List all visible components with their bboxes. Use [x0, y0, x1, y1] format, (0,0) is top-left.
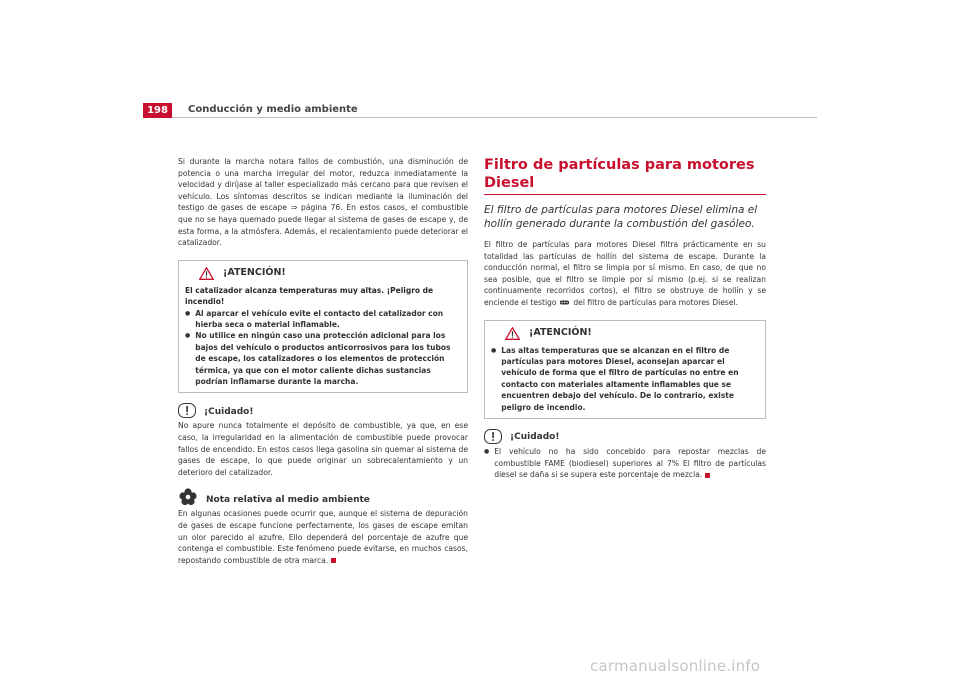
warning-item-text: Las altas temperaturas que se alcanzan en el filtro de partículas para motores Diesel, aconsejan aparcar el vehículo de forma que el filtro de partículas no entre en contacto con materiales altamente inflamables que se encuentren debajo del vehículo. De lo contrario, existe peligro de incendio.	[501, 345, 739, 412]
warning-title: ¡ATENCIÓN!	[223, 267, 286, 279]
environment-flower-icon	[178, 487, 198, 506]
intro-text-tail: página 76. En estos casos, el combustible que no se haya quemado puede llegar al sistema de gases de escape y, de esta forma, a la atmósfera. Además, el recalentamiento puede deteriorar el catalizador.	[178, 203, 469, 248]
warning-box-particle-filter	[484, 320, 766, 419]
intro-paragraph	[178, 156, 468, 249]
section-body	[484, 239, 766, 309]
watermark: carmanualsonline.info	[590, 657, 761, 675]
caution-header	[484, 429, 766, 444]
caution-exclamation-icon	[178, 403, 196, 418]
bullet-icon: ●	[491, 346, 497, 354]
section-body-text: El filtro de partículas para motores Diesel filtra prácticamente en su totalidad las partículas de hollín del sistema de escape. Durante la conducción normal, el filtro se limpia por sí mismo. En caso, de que no sea posible, que el filtro se limpie por sí mismo (p.ej. si se realizan continuamente recorridos cortos), el filtro se obstruye de hollín y se enciende el testigo	[484, 240, 766, 307]
warning-triangle-icon	[199, 267, 214, 280]
section-body-tail: del filtro de partículas para motores Diesel.	[573, 297, 739, 307]
left-column	[178, 156, 468, 566]
warning-item-text: Al aparcar el vehículo evite el contacto del catalizador con hierba seca o material inflamable.	[195, 308, 444, 329]
cross-reference-arrow: ⇒	[290, 203, 298, 213]
bullet-icon: ●	[185, 332, 191, 340]
warning-title: ¡ATENCIÓN!	[529, 327, 592, 339]
page-number: 198	[143, 103, 172, 118]
warning-item	[491, 345, 759, 413]
warning-header	[199, 267, 461, 280]
environment-note-header	[178, 487, 468, 506]
caution-text: No apure nunca totalmente el depósito de combustible, ya que, en ese caso, la irregularidad en la alimentación de combustible puede provocar fallos de encendido. En estos casos llega gasolina sin quemar al sistema de gases de escape, lo que puede originar un sobrecalentamiento y un deterioro del catalizador.	[178, 421, 468, 477]
warning-item	[185, 330, 461, 387]
end-of-section-marker	[331, 558, 336, 563]
warning-lead: El catalizador alcanza temperaturas muy altas. ¡Peligro de incendio!	[185, 285, 434, 307]
section-title: Filtro de partículas para motores Diesel	[484, 156, 766, 195]
bullet-icon: ●	[185, 309, 191, 317]
right-column	[484, 156, 766, 481]
environment-note-body: En algunas ocasiones puede ocurrir que, aunque el sistema de depuración de gases de escape funcione perfectamente, los gases de escape emitan un olor parecido al azufre. Ello dependerá del porcentaje de azufre que contenga el combustible. Este fenómeno puede evitarse, en muchos casos, repostando combustible de otra marca.	[178, 509, 468, 565]
end-of-section-marker	[705, 473, 710, 478]
caution-title: ¡Cuidado!	[204, 406, 254, 417]
warning-item-text: No utilice en ningún caso una protección adicional para los bajos del vehículo o productos anticorrosivos para los tubos de escape, los catalizadores o los elementos de protección térmica, ya que con el motor caliente dichas sustancias podrían inflamarse durante la marcha.	[195, 331, 451, 386]
header-rule	[172, 117, 817, 118]
particle-filter-warning-lamp-icon	[559, 299, 571, 306]
environment-note-title: Nota relativa al medio ambiente	[206, 494, 370, 505]
caution-header	[178, 403, 468, 418]
bullet-icon: ●	[484, 448, 490, 455]
warning-item	[185, 308, 461, 331]
caution-item-body: El vehículo no ha sido concebido para repostar mezclas de combustible FAME (biodiesel) superiores al 7% El filtro de partículas diesel se daña si se supera este porcentaje de mezcla.	[494, 447, 766, 480]
running-header: Conducción y medio ambiente	[188, 104, 358, 115]
caution-title: ¡Cuidado!	[510, 432, 560, 443]
warning-header	[505, 327, 759, 340]
caution-exclamation-icon	[484, 429, 502, 444]
environment-note-text	[178, 508, 468, 566]
caution-item	[484, 446, 766, 481]
caution-item-text	[494, 446, 766, 481]
intro-text: Si durante la marcha notara fallos de combustión, una disminución de potencia o una marcha irregular del motor, reduzca inmediatamente la velocidad y diríjase al taller especializado más cercano para que revisen el vehículo. Los síntomas descritos se indican mediante la iluminación del testigo de gases de escape	[178, 157, 468, 213]
warning-box-catalyst	[178, 260, 468, 394]
warning-triangle-icon	[505, 327, 520, 340]
section-subtitle: El filtro de partículas para motores Diesel elimina el hollín generado durante la combustión del gasóleo.	[484, 204, 758, 230]
